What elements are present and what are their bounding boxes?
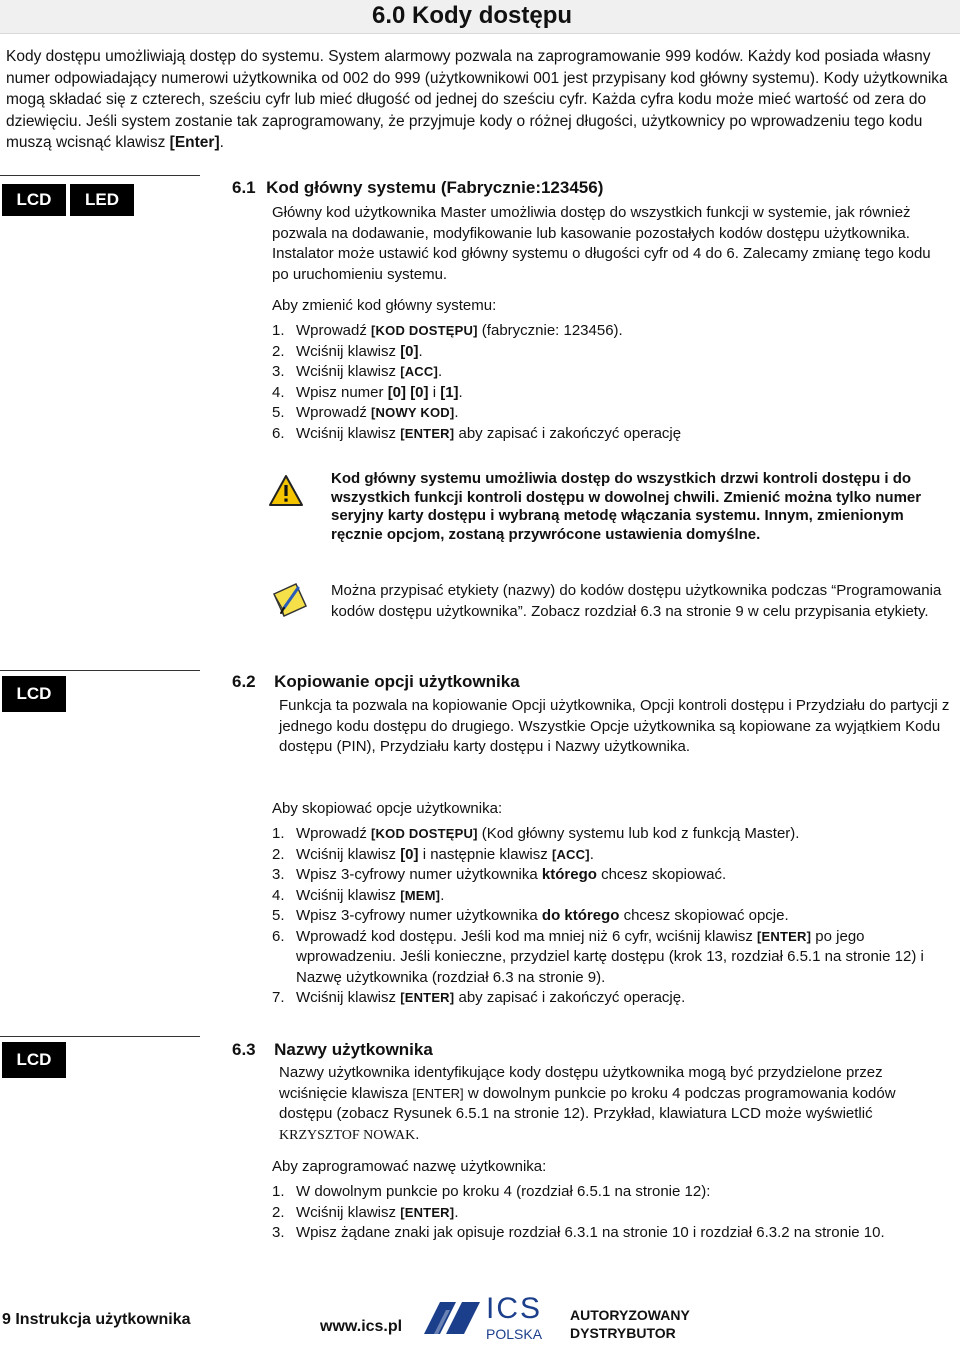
lcd-rule <box>0 670 200 671</box>
section-6-3-paragraph: Nazwy użytkownika identyfikujące kody dostępu użytkownika mogą być przydzielone przez wciśnięcie klawisza [ENTER] w dowolnym punkcie po kroku 4 podczas programowania kodów dostępu (zobacz Rysunek 6.5.1 na stronie 12). Przykład, klawiatura LCD może wyświetlić KRZYSZTOF NOWAK. <box>279 1064 896 1143</box>
logo-ics-text: ICS <box>486 1292 543 1325</box>
list-item: 5. Wpisz 3-cyfrowy numer użytkownika do którego chcesz skopiować opcje. <box>272 907 789 924</box>
list-item: 6. Wprowadź kod dostępu. Jeśli kod ma mniej niż 6 cyfr, wciśnij klawisz [ENTER] po jego wprowadzeniu. Jeśli konieczne, przydziel kartę dostępu (krok 13, rozdział 6.5.1 na stronie 12) i Nazwę użytkownika (rozdział 6.3 na stronie 9). <box>272 927 924 986</box>
list-item: 3. Wpisz żądane znaki jak opisuje rozdział 6.3.1 na stronie 10 i rozdział 6.3.2 na stronie 10. <box>272 1224 885 1241</box>
section-6-3-heading <box>232 1040 433 1060</box>
list-item: 1. Wprowadź [KOD DOSTĘPU] (Kod główny systemu lub kod z funkcją Master). <box>272 825 800 842</box>
lcd-rule <box>0 1036 200 1037</box>
note-text: Można przypisać etykiety (nazwy) do kodów dostępu użytkownika podczas “Programowania kodów dostępu użytkownika”. Zobacz rozdział 6.3 na stronie 9 w celu przypisania etykiety. <box>331 582 942 620</box>
note-icon <box>268 578 312 622</box>
lcd-badge: LCD <box>2 1042 66 1078</box>
intro-text: Kody dostępu umożliwiają dostęp do systemu. System alarmowy pozwala na zaprogramowanie 999 kodów. Każdy kod posiada własny numer odpowiadający numerowi użytkownika od 002 do 999 (użytkownikowi 001 jest przypisany kod główny systemu). Kody użytkownika mogą składać się z czterech, sześciu cyfr lub mieć długość od jednej do sześciu cyfr. Każda cyfra kodu może mieć wartość od zera do dziewięciu. Jeśli system zostanie tak zaprogramowany, że przyjmuje kody o różnej długości, użytkownicy po wprowadzeniu tego kodu muszą wcisnąć klawisz <box>6 48 948 151</box>
section-number: 6.1 <box>232 178 256 197</box>
list-item: 7. Wciśnij klawisz [ENTER] aby zapisać i zakończyć operację. <box>272 989 686 1006</box>
list-item: 4. Wciśnij klawisz [MEM]. <box>272 886 445 904</box>
lcd-badge: LCD <box>2 676 66 712</box>
section-6-1-lead: Aby zmienić kod główny systemu: <box>272 297 497 314</box>
section-6-2-lead: Aby skopiować opcje użytkownika: <box>272 800 503 817</box>
page-header <box>0 0 960 34</box>
warning-text: Kod główny systemu umożliwia dostęp do wszystkich drzwi kontroli dostępu i do wszystkich funkcji kontroli dostępu w dowolnej chwili. Zmienić można tylko numer seryjny karty dostępu i wybraną metodę włączania systemu. Innym, zmienionym ręcznie opcjom, zostaną przywrócone ustawienia domyślne. <box>331 470 922 543</box>
list-item: 2. Wciśnij klawisz [ENTER]. <box>272 1203 459 1221</box>
section-6-3-steps <box>272 1182 952 1244</box>
list-item: 5. Wprowadź [NOWY KOD]. <box>272 404 459 421</box>
section-6-1-paragraph: Główny kod użytkownika Master umożliwia dostęp do wszystkich funkcji w systemie, jak również pozwala na dodawanie, modyfikowanie lub kasowanie pozostałych kodów dostępu użytkownika. Instalator może ustawić kod główny systemu o długości cyfr od 4 do 6. Zalecamy zmianę tego kodu po uruchomieniu systemu. <box>272 204 931 283</box>
distributor-label: AUTORYZOWANY DYSTRYBUTOR <box>570 1307 690 1341</box>
section-6-2-steps <box>272 824 956 1009</box>
page-title: 6.0 Kody dostępu <box>372 2 573 29</box>
section-6-2-paragraph: Funkcja ta pozwala na kopiowanie Opcji użytkownika, Opcji kontroli dostępu i Przydziału do partycji z jednego kodu dostępu do drugiego. Wszystkie Opcje użytkownika są kopiowane za wyjątkiem Kodu dostępu (PIN), Przydziału karty dostępu i Nazwy użytkownika. <box>279 697 950 755</box>
footer-url[interactable]: www.ics.pl <box>320 1318 403 1335</box>
section-6-1-steps <box>272 321 952 444</box>
list-item: 3. Wpisz 3-cyfrowy numer użytkownika którego chcesz skopiować. <box>272 866 727 883</box>
section-title: Nazwy użytkownika <box>274 1040 433 1059</box>
ics-logo-icon <box>420 1294 484 1340</box>
footer-page-label: 9 Instrukcja użytkownika <box>2 1311 191 1328</box>
list-item: 1. W dowolnym punkcie po kroku 4 (rozdział 6.5.1 na stronie 12): <box>272 1183 711 1200</box>
intro-enter-key: [Enter] <box>169 134 220 151</box>
section-6-3-lead: Aby zaprogramować nazwę użytkownika: <box>272 1158 547 1175</box>
list-item: 4. Wpisz numer [0] [0] i [1]. <box>272 383 463 401</box>
lcd-led-rule <box>0 175 200 176</box>
intro-paragraph <box>6 46 956 154</box>
section-6-2-heading <box>232 672 520 692</box>
list-item: 3. Wciśnij klawisz [ACC]. <box>272 363 443 380</box>
list-item: 2. Wciśnij klawisz [0] i następnie klawisz [ACC]. <box>272 845 594 863</box>
section-title: Kod główny systemu (Fabrycznie:123456) <box>266 178 604 197</box>
section-number: 6.2 <box>232 672 256 691</box>
logo-polska-text: POLSKA <box>486 1326 543 1342</box>
lcd-badge: LCD <box>2 184 66 216</box>
warning-icon <box>268 474 304 508</box>
section-6-1-heading <box>232 178 603 198</box>
section-title: Kopiowanie opcji użytkownika <box>274 672 520 691</box>
section-number: 6.3 <box>232 1040 256 1059</box>
led-badge: LED <box>70 184 134 216</box>
intro-text-end: . <box>219 134 224 151</box>
list-item: 1. Wprowadź [KOD DOSTĘPU] (fabrycznie: 123456). <box>272 322 623 339</box>
list-item: 2. Wciśnij klawisz [0]. <box>272 342 423 360</box>
list-item: 6. Wciśnij klawisz [ENTER] aby zapisać i zakończyć operację <box>272 424 682 442</box>
